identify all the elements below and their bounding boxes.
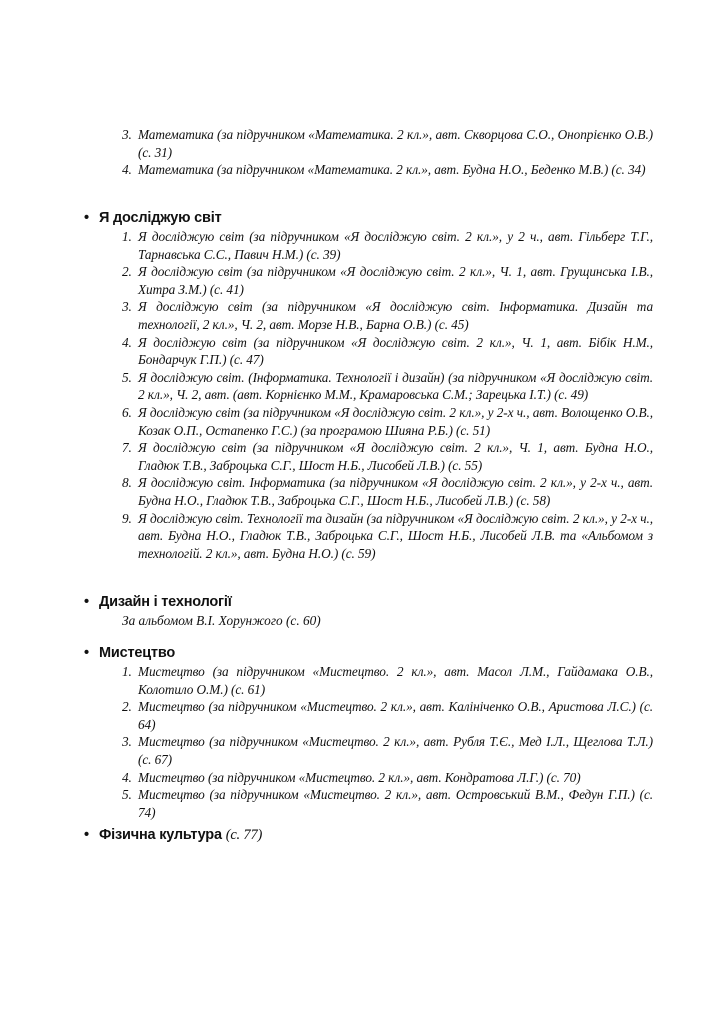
item-number: 1. — [122, 664, 132, 679]
list-item — [122, 439, 653, 474]
list-item — [122, 263, 653, 298]
item-text: Мистецтво (за підручником «Мистецтво. 2 кл.», авт. Островський В.М., Федун Г.П.) (с. 74) — [138, 787, 653, 820]
item-number: 4. — [122, 334, 132, 350]
list-item — [122, 698, 653, 733]
math-list — [0, 126, 722, 179]
bullet: • — [84, 827, 89, 843]
item-number: 6. — [122, 404, 132, 420]
list-item — [122, 769, 653, 787]
item-text: Математика (за підручником «Математика. 2 кл.», авт. Скворцова С.О., Онопрієнко О.В.) (с. 31) — [138, 127, 653, 160]
item-text: Математика (за підручником «Математика. 2 кл.», авт. Будна Н.О., Беденко М.В.) (с. 34) — [138, 162, 646, 178]
item-text: Я досліджую світ (за підручником «Я досліджую світ. Інформатика. Дизайн та технології, 2 кл.», Ч. 2, авт. Морзе Н.В., Барна О.В.) (с. 45) — [138, 299, 653, 332]
bullet: • — [84, 645, 89, 661]
item-text: Я досліджую світ. Інформатика (за підручником «Я досліджую світ. 2 кл.», у 2-х ч., авт. Будна Н.О., Гладюк Т.В., Заброцька С.Г., Шост Н.Б., Лисобей Л.В.) (с. 58) — [138, 475, 653, 508]
section-title-text: Фізична культура — [99, 827, 222, 843]
list-item — [122, 228, 653, 263]
list-item — [122, 786, 653, 821]
list-item — [122, 369, 653, 404]
section-pe — [0, 826, 722, 845]
section-title — [84, 593, 722, 612]
section-explore — [0, 209, 722, 562]
bullet: • — [84, 594, 89, 610]
bullet: • — [84, 210, 89, 226]
item-number: 9. — [122, 510, 132, 526]
item-number: 3. — [122, 127, 132, 142]
section-title — [84, 826, 722, 845]
item-text: Я досліджую світ (за підручником «Я досліджую світ. 2 кл.», у 2-х ч., авт. Волощенко О.В., Козак О.П., Остапенко Г.С.) (за програмою Шияна Р.Б.) (с. 51) — [138, 404, 653, 438]
list-item — [122, 298, 653, 333]
item-number: 3. — [122, 299, 132, 315]
item-text: Я досліджую світ. (Інформатика. Технології і дизайн) (за підручником «Я досліджую світ. 2 кл.», Ч. 2, авт. (авт. Корнієнко М.М., Крамаровська С.М.; Зарецька І.Т.) (с. 49) — [138, 369, 653, 403]
list-item — [122, 663, 653, 698]
section-design — [0, 593, 722, 630]
section-text: За альбомом В.І. Хорунжого (с. 60) — [122, 613, 321, 628]
item-text: Я досліджую світ (за підручником «Я досліджую світ. 2 кл.», Ч. 1, авт. Бібік Н.М., Бондарчук Г.П.) (с. 47) — [138, 334, 653, 368]
list-item — [122, 334, 653, 369]
item-text: Я досліджую світ (за підручником «Я досліджую світ. 2 кл.», у 2 ч., авт. Гільберг Т.Г., Тарнавська С.С., Павич Н.М.) (с. 39) — [138, 229, 653, 262]
list-item — [122, 404, 653, 439]
item-number: 1. — [122, 229, 132, 244]
section-title-text: Дизайн і технології — [99, 594, 232, 610]
list-item — [122, 733, 653, 768]
section-title — [84, 644, 722, 663]
math-continuation — [0, 126, 722, 179]
item-text: Я досліджую світ. Технології та дизайн (за підручником «Я досліджую світ. 2 кл.», у 2-х ч., авт. Будна Н.О., Гладюк Т.В., Заброцька С.Г., Шост Н.Б., Лисобей Л.В. та «Альбомом з технологій. 2 кл.», авт. Будна Н.О.) (с. 59) — [138, 510, 653, 561]
item-text: Мистецтво (за підручником «Мистецтво. 2 кл.», авт. Масол Л.М., Гайдамака О.В., Колотило О.М.) (с. 61) — [138, 664, 653, 697]
item-number: 4. — [122, 162, 132, 178]
item-text: Мистецтво (за підручником «Мистецтво. 2 кл.», авт. Рубля Т.Є., Мед І.Л., Щеглова Т.Л.) (с. 67) — [138, 734, 653, 767]
item-number: 5. — [122, 369, 132, 385]
list-item — [122, 126, 653, 161]
item-number: 3. — [122, 734, 132, 750]
item-number: 5. — [122, 787, 132, 803]
item-number: 8. — [122, 475, 132, 491]
section-art — [0, 644, 722, 821]
list-item — [122, 161, 653, 179]
item-text: Мистецтво (за підручником «Мистецтво. 2 кл.», авт. Калініченко О.В., Аристова Л.С.) (с. 64) — [138, 699, 653, 732]
item-text: Я досліджую світ (за підручником «Я досліджую світ. 2 кл.», Ч. 1, авт. Грущинська І.В., Хитра З.М.) (с. 41) — [138, 264, 653, 297]
item-number: 2. — [122, 699, 132, 715]
item-number: 7. — [122, 440, 132, 456]
page-ref: (с. 77) — [225, 827, 263, 843]
list-item — [122, 510, 653, 563]
section-title-text: Я досліджую світ — [99, 210, 222, 226]
section-title — [84, 209, 722, 228]
item-number: 4. — [122, 769, 132, 785]
item-text: Я досліджую світ (за підручником «Я досліджую світ. 2 кл.», Ч. 1, авт. Будна Н.О., Гладюк Т.В., Заброцька С.Г., Шост Н.Б., Лисобей Л.В.) (с. 55) — [138, 440, 653, 473]
art-list — [0, 663, 722, 821]
list-item — [122, 474, 653, 509]
item-text: Мистецтво (за підручником «Мистецтво. 2 кл.», авт. Кондратова Л.Г.) (с. 70) — [138, 769, 581, 785]
item-number: 2. — [122, 264, 132, 280]
explore-list — [0, 228, 722, 562]
section-title-text: Мистецтво — [99, 645, 176, 661]
